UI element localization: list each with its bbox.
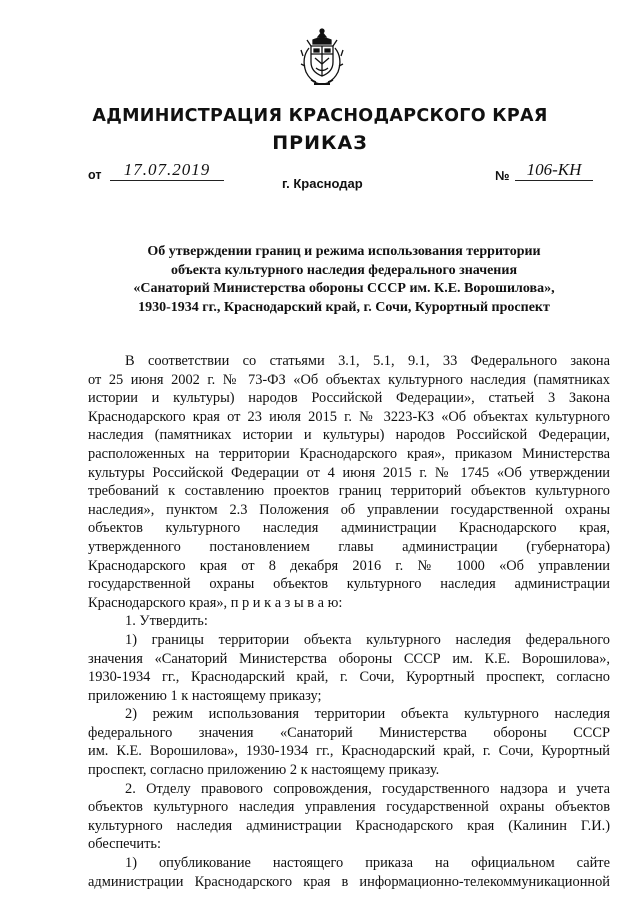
body-line: 1930-1934 гг., Краснодарский край, г. Сочи, Курортный проспект, согласно [88,669,610,686]
body-line: утвержденного постановлением главы администрации (губернатора) [88,538,610,555]
body-line: от 25 июня 2002 г. № 73-ФЗ «Об объектах культурного наследия (памятниках [88,371,610,388]
document-date: 17.07.2019 [110,160,224,181]
coat-of-arms-emblem [299,28,345,90]
body-line: Краснодарского края от 8 декабря 2016 г. № 1000 «Об управлении [88,557,610,574]
body-line: государственной охраны объектов культурного наследия администрации [88,576,610,593]
body-line: обеспечить: [88,836,161,853]
body-line: объектов культурного наследия администрации Краснодарского края, [88,520,610,537]
document-type: ПРИКАЗ [272,132,368,154]
body-line: 1. Утвердить: [125,613,208,630]
document-heading [88,243,600,317]
body-line: 2. Отделу правового сопровождения, государственного надзора и учета [125,780,610,797]
body-line: приложению 1 к настоящему приказу; [88,687,322,704]
agency-name: АДМИНИСТРАЦИЯ КРАСНОДАРСКОГО КРАЯ [92,106,548,126]
body-line: требований к составлению проектов границ территорий объектов культурного [88,483,610,500]
body-line: объектов культурного наследия управления государственной охраны объектов [88,799,610,816]
body-line: 2) режим использования территории объекта культурного наследия [125,706,610,723]
body-line: Краснодарского края от 23 июля 2015 г. № 3223-КЗ «Об объектах культурного [88,408,610,425]
number-prefix: № [495,168,510,183]
body-line: истории и культуры) народов Российской Федерации», статьей 3 Закона [88,390,610,407]
body-line: культуры Российской Федерации от 4 июня 2015 г. № 1745 «Об утверждении [88,464,610,481]
heading-line: 1930-1934 гг., Краснодарский край, г. Сочи, Курортный проспект [138,299,550,315]
body-line: Краснодарского края», п р и к а з ы в а ю: [88,594,343,611]
document-meta [0,160,640,200]
body-line: наследия», пунктом 2.3 Положения об управлении государственной охраны [88,501,610,518]
body-line: им. К.Е. Ворошилова», 1930-1934 гг., Краснодарский край, г. Сочи, Курортный [88,743,610,760]
body-line: федерального значения «Санаторий Министерства обороны СССР [88,724,610,741]
heading-line: «Санаторий Министерства обороны СССР им. К.Е. Ворошилова», [133,281,555,296]
body-line: 1) опубликование настоящего приказа на официальном сайте [125,855,610,872]
body-line: 1) границы территории объекта культурного наследия федерального [125,631,610,648]
document-body [88,352,610,891]
heading-line: Об утверждении границ и режима использования территории [147,244,541,259]
body-line: проспект, согласно приложению 2 к настоящему приказу. [88,762,440,779]
document-number: 106-КН [515,160,593,181]
date-prefix: от [88,168,102,182]
body-line: культурного наследия администрации Краснодарского края (Калинин Г.И.) [88,817,610,834]
document-city: г. Краснодар [282,176,363,191]
body-line: администрации Краснодарского края в информационно-телекоммуникационной [88,873,610,890]
body-line: расположенных на территории Краснодарского края», приказом Министерства [88,445,610,462]
body-line: наследия (памятниках истории и культуры) народов Российской Федерации, [88,427,610,444]
body-line: В соответствии со статьями 3.1, 5.1, 9.1, 33 Федерального закона [125,353,610,369]
body-line: значения «Санаторий Министерства обороны СССР им. К.Е. Ворошилова», [88,650,610,667]
heading-line: объекта культурного наследия федерального значения [170,262,518,278]
